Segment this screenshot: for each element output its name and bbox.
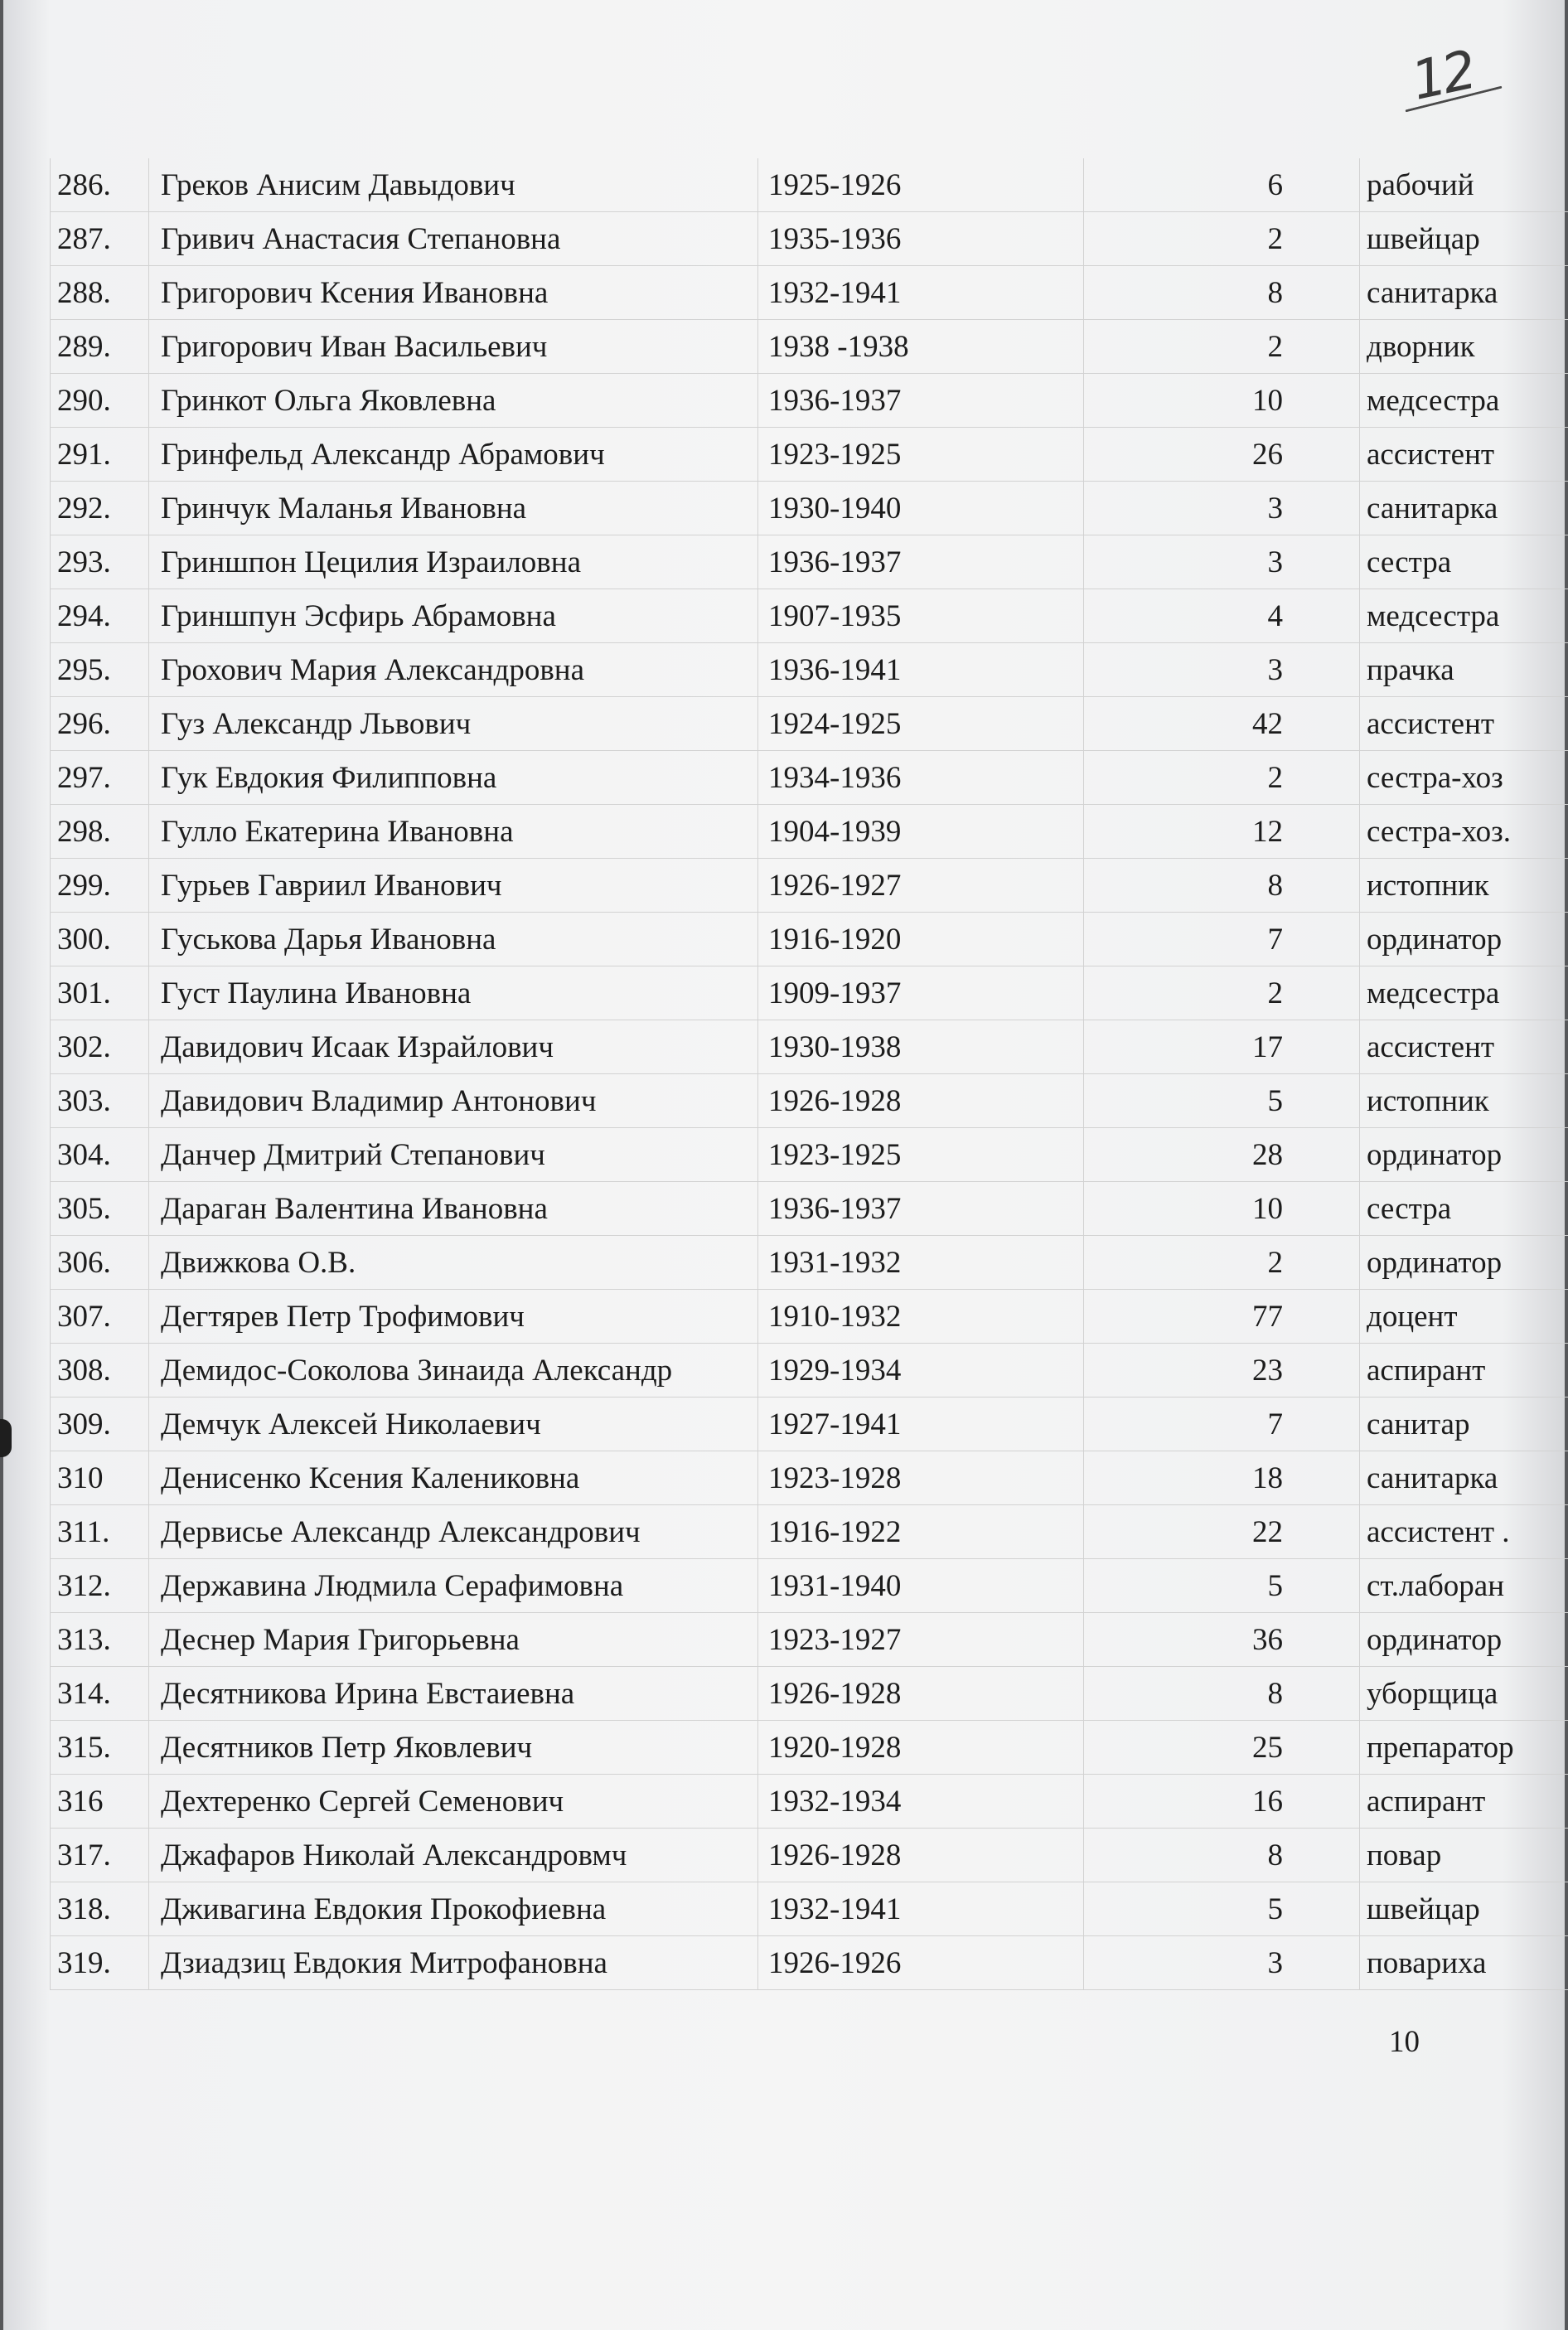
row-number: 299. [51, 859, 149, 913]
record-count: 8 [1084, 1667, 1360, 1721]
service-years: 1926-1928 [758, 1074, 1084, 1128]
staff-roster-table [50, 158, 1568, 1990]
position-title: сестра-хоз. [1360, 805, 1568, 859]
position-title: аспирант [1360, 1775, 1568, 1829]
row-number: 298. [51, 805, 149, 859]
record-count: 2 [1084, 1236, 1360, 1290]
position-title: санитарка [1360, 266, 1568, 320]
person-name: Дзиадзиц Евдокия Митрофановна [149, 1936, 758, 1990]
table-row [51, 966, 1568, 1020]
service-years: 1938 -1938 [758, 320, 1084, 374]
table-row [51, 1236, 1568, 1290]
row-number: 290. [51, 374, 149, 428]
record-count: 26 [1084, 428, 1360, 482]
table-row [51, 1182, 1568, 1236]
position-title: ст.лаборан [1360, 1559, 1568, 1613]
person-name: Движкова О.В. [149, 1236, 758, 1290]
person-name: Денисенко Ксения Калениковна [149, 1451, 758, 1505]
row-number: 301. [51, 966, 149, 1020]
position-title: повар [1360, 1829, 1568, 1882]
record-count: 5 [1084, 1559, 1360, 1613]
table-row [51, 1020, 1568, 1074]
position-title: ассистент [1360, 1020, 1568, 1074]
record-count: 77 [1084, 1290, 1360, 1344]
table-row [51, 482, 1568, 535]
record-count: 42 [1084, 697, 1360, 751]
record-count: 23 [1084, 1344, 1360, 1398]
table-row [51, 1936, 1568, 1990]
record-count: 3 [1084, 482, 1360, 535]
service-years: 1936-1937 [758, 1182, 1084, 1236]
row-number: 293. [51, 535, 149, 589]
position-title: санитар [1360, 1398, 1568, 1451]
service-years: 1923-1925 [758, 428, 1084, 482]
table-row [51, 1398, 1568, 1451]
person-name: Грохович Мария Александровна [149, 643, 758, 697]
record-count: 10 [1084, 374, 1360, 428]
row-number: 288. [51, 266, 149, 320]
position-title: рабочий [1360, 158, 1568, 212]
row-number: 314. [51, 1667, 149, 1721]
position-title: ординатор [1360, 1128, 1568, 1182]
person-name: Григорович Иван Васильевич [149, 320, 758, 374]
binding-hole-shadow [0, 1419, 12, 1457]
record-count: 2 [1084, 751, 1360, 805]
person-name: Густ Паулина Ивановна [149, 966, 758, 1020]
row-number: 287. [51, 212, 149, 266]
service-years: 1910-1932 [758, 1290, 1084, 1344]
service-years: 1925-1926 [758, 158, 1084, 212]
row-number: 317. [51, 1829, 149, 1882]
record-count: 12 [1084, 805, 1360, 859]
row-number: 305. [51, 1182, 149, 1236]
table-row [51, 428, 1568, 482]
person-name: Демидос-Соколова Зинаида Александр [149, 1344, 758, 1398]
person-name: Десятников Петр Яковлевич [149, 1721, 758, 1775]
record-count: 7 [1084, 1398, 1360, 1451]
record-count: 2 [1084, 212, 1360, 266]
service-years: 1926-1928 [758, 1667, 1084, 1721]
table-row [51, 1775, 1568, 1829]
person-name: Гринфельд Александр Абрамович [149, 428, 758, 482]
row-number: 308. [51, 1344, 149, 1398]
table-row [51, 589, 1568, 643]
service-years: 1927-1941 [758, 1398, 1084, 1451]
person-name: Гуськова Дарья Ивановна [149, 913, 758, 966]
row-number: 316 [51, 1775, 149, 1829]
record-count: 3 [1084, 1936, 1360, 1990]
service-years: 1931-1932 [758, 1236, 1084, 1290]
position-title: истопник [1360, 859, 1568, 913]
row-number: 313. [51, 1613, 149, 1667]
person-name: Дервисье Александр Александрович [149, 1505, 758, 1559]
record-count: 10 [1084, 1182, 1360, 1236]
record-count: 5 [1084, 1074, 1360, 1128]
table-row [51, 805, 1568, 859]
service-years: 1929-1934 [758, 1344, 1084, 1398]
service-years: 1923-1925 [758, 1128, 1084, 1182]
position-title: сестра-хоз [1360, 751, 1568, 805]
record-count: 7 [1084, 913, 1360, 966]
row-number: 302. [51, 1020, 149, 1074]
position-title: ассистент [1360, 697, 1568, 751]
person-name: Гринчук Маланья Ивановна [149, 482, 758, 535]
position-title: дворник [1360, 320, 1568, 374]
table-row [51, 643, 1568, 697]
service-years: 1932-1934 [758, 1775, 1084, 1829]
person-name: Давидович Владимир Антонович [149, 1074, 758, 1128]
position-title: повариха [1360, 1936, 1568, 1990]
person-name: Гурьев Гавриил Иванович [149, 859, 758, 913]
handwritten-folio-number: 12 [1406, 40, 1479, 113]
record-count: 6 [1084, 158, 1360, 212]
record-count: 2 [1084, 966, 1360, 1020]
person-name: Десятникова Ирина Евстаиевна [149, 1667, 758, 1721]
table-row [51, 1721, 1568, 1775]
service-years: 1926-1927 [758, 859, 1084, 913]
service-years: 1916-1922 [758, 1505, 1084, 1559]
row-number: 318. [51, 1882, 149, 1936]
service-years: 1931-1940 [758, 1559, 1084, 1613]
table-row [51, 1128, 1568, 1182]
service-years: 1920-1928 [758, 1721, 1084, 1775]
row-number: 286. [51, 158, 149, 212]
position-title: медсестра [1360, 966, 1568, 1020]
roster-body [51, 158, 1568, 1990]
record-count: 22 [1084, 1505, 1360, 1559]
position-title: ординатор [1360, 1236, 1568, 1290]
record-count: 3 [1084, 535, 1360, 589]
record-count: 3 [1084, 643, 1360, 697]
position-title: ординатор [1360, 1613, 1568, 1667]
position-title: швейцар [1360, 212, 1568, 266]
position-title: санитарка [1360, 1451, 1568, 1505]
person-name: Дараган Валентина Ивановна [149, 1182, 758, 1236]
position-title: сестра [1360, 535, 1568, 589]
record-count: 16 [1084, 1775, 1360, 1829]
person-name: Гриншпон Цецилия Израиловна [149, 535, 758, 589]
table-row [51, 374, 1568, 428]
record-count: 36 [1084, 1613, 1360, 1667]
page-number: 10 [1389, 2025, 1420, 2059]
person-name: Деснер Мария Григорьевна [149, 1613, 758, 1667]
row-number: 306. [51, 1236, 149, 1290]
person-name: Джафаров Николай Александровмч [149, 1829, 758, 1882]
record-count: 5 [1084, 1882, 1360, 1936]
service-years: 1907-1935 [758, 589, 1084, 643]
record-count: 8 [1084, 1829, 1360, 1882]
position-title: ординатор [1360, 913, 1568, 966]
table-row [51, 1290, 1568, 1344]
table-row [51, 1559, 1568, 1613]
table-row [51, 697, 1568, 751]
table-row [51, 1613, 1568, 1667]
person-name: Греков Анисим Давыдович [149, 158, 758, 212]
table-row [51, 859, 1568, 913]
record-count: 8 [1084, 859, 1360, 913]
service-years: 1932-1941 [758, 266, 1084, 320]
table-row [51, 1451, 1568, 1505]
table-row [51, 158, 1568, 212]
position-title: медсестра [1360, 374, 1568, 428]
service-years: 1926-1926 [758, 1936, 1084, 1990]
row-number: 319. [51, 1936, 149, 1990]
position-title: уборщица [1360, 1667, 1568, 1721]
service-years: 1936-1941 [758, 643, 1084, 697]
record-count: 4 [1084, 589, 1360, 643]
table-row [51, 1667, 1568, 1721]
service-years: 1930-1938 [758, 1020, 1084, 1074]
row-number: 300. [51, 913, 149, 966]
service-years: 1909-1937 [758, 966, 1084, 1020]
table-row [51, 1505, 1568, 1559]
service-years: 1936-1937 [758, 535, 1084, 589]
position-title: доцент [1360, 1290, 1568, 1344]
position-title: препаратор [1360, 1721, 1568, 1775]
person-name: Гук Евдокия Филипповна [149, 751, 758, 805]
row-number: 294. [51, 589, 149, 643]
row-number: 310 [51, 1451, 149, 1505]
service-years: 1935-1936 [758, 212, 1084, 266]
row-number: 296. [51, 697, 149, 751]
person-name: Гринкот Ольга Яковлевна [149, 374, 758, 428]
position-title: медсестра [1360, 589, 1568, 643]
position-title: швейцар [1360, 1882, 1568, 1936]
service-years: 1916-1920 [758, 913, 1084, 966]
table-row [51, 320, 1568, 374]
row-number: 297. [51, 751, 149, 805]
row-number: 315. [51, 1721, 149, 1775]
table-row [51, 535, 1568, 589]
row-number: 311. [51, 1505, 149, 1559]
table-row [51, 1829, 1568, 1882]
row-number: 289. [51, 320, 149, 374]
service-years: 1926-1928 [758, 1829, 1084, 1882]
row-number: 303. [51, 1074, 149, 1128]
row-number: 309. [51, 1398, 149, 1451]
table-row [51, 266, 1568, 320]
document-page [3, 0, 1565, 2330]
service-years: 1930-1940 [758, 482, 1084, 535]
person-name: Дегтярев Петр Трофимович [149, 1290, 758, 1344]
row-number: 307. [51, 1290, 149, 1344]
person-name: Гривич Анастасия Степановна [149, 212, 758, 266]
person-name: Гуз Александр Львович [149, 697, 758, 751]
service-years: 1923-1928 [758, 1451, 1084, 1505]
person-name: Давидович Исаак Израйлович [149, 1020, 758, 1074]
position-title: санитарка [1360, 482, 1568, 535]
row-number: 291. [51, 428, 149, 482]
position-title: ассистент [1360, 428, 1568, 482]
row-number: 292. [51, 482, 149, 535]
person-name: Данчер Дмитрий Степанович [149, 1128, 758, 1182]
person-name: Гулло Екатерина Ивановна [149, 805, 758, 859]
table-row [51, 1074, 1568, 1128]
person-name: Державина Людмила Серафимовна [149, 1559, 758, 1613]
service-years: 1924-1925 [758, 697, 1084, 751]
person-name: Демчук Алексей Николаевич [149, 1398, 758, 1451]
record-count: 17 [1084, 1020, 1360, 1074]
row-number: 312. [51, 1559, 149, 1613]
position-title: истопник [1360, 1074, 1568, 1128]
position-title: ассистент . [1360, 1505, 1568, 1559]
service-years: 1932-1941 [758, 1882, 1084, 1936]
service-years: 1904-1939 [758, 805, 1084, 859]
record-count: 2 [1084, 320, 1360, 374]
service-years: 1934-1936 [758, 751, 1084, 805]
service-years: 1936-1937 [758, 374, 1084, 428]
table-row [51, 1344, 1568, 1398]
table-row [51, 751, 1568, 805]
person-name: Григорович Ксения Ивановна [149, 266, 758, 320]
table-row [51, 1882, 1568, 1936]
record-count: 28 [1084, 1128, 1360, 1182]
person-name: Дехтеренко Сергей Семенович [149, 1775, 758, 1829]
table-row [51, 212, 1568, 266]
position-title: прачка [1360, 643, 1568, 697]
record-count: 25 [1084, 1721, 1360, 1775]
person-name: Гриншпун Эсфирь Абрамовна [149, 589, 758, 643]
row-number: 304. [51, 1128, 149, 1182]
record-count: 18 [1084, 1451, 1360, 1505]
position-title: сестра [1360, 1182, 1568, 1236]
table-row [51, 913, 1568, 966]
record-count: 8 [1084, 266, 1360, 320]
row-number: 295. [51, 643, 149, 697]
service-years: 1923-1927 [758, 1613, 1084, 1667]
position-title: аспирант [1360, 1344, 1568, 1398]
person-name: Дживагина Евдокия Прокофиевна [149, 1882, 758, 1936]
